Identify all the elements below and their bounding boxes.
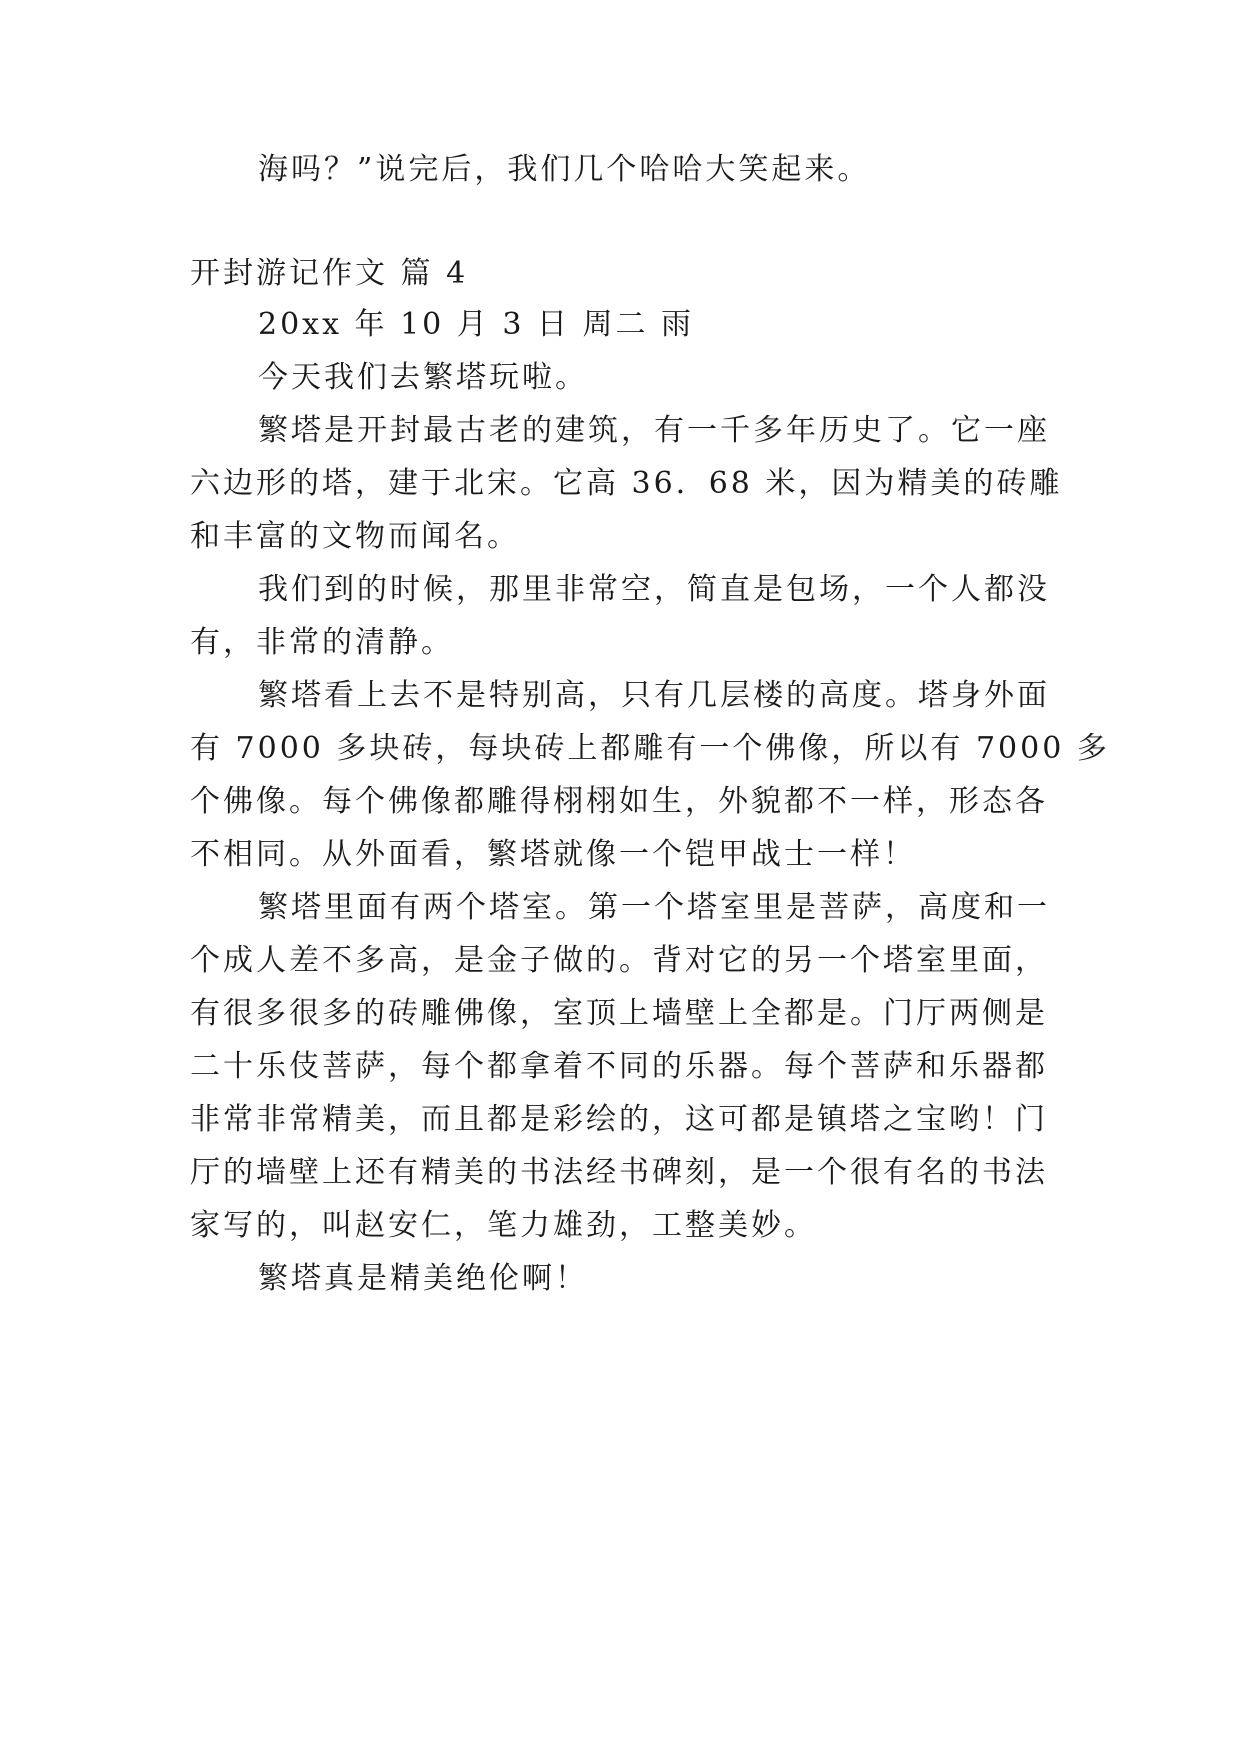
paragraph-line: 不相同。从外面看，繁塔就像一个铠甲战士一样！ <box>190 837 916 872</box>
section-heading: 开封游记作文 篇 4 <box>190 256 469 291</box>
paragraph-line: 厅的墙壁上还有精美的书法经书碑刻，是一个很有名的书法 <box>190 1155 1048 1190</box>
paragraph-line: 二十乐伎菩萨，每个都拿着不同的乐器。每个菩萨和乐器都 <box>190 1049 1048 1084</box>
continuation-line: 海吗？”说完后，我们几个哈哈大笑起来。 <box>258 152 871 187</box>
paragraph-line: 繁塔看上去不是特别高，只有几层楼的高度。塔身外面 <box>258 678 1050 713</box>
paragraph-line: 家写的，叫赵安仁，笔力雄劲，工整美妙。 <box>190 1208 817 1243</box>
paragraph-line: 我们到的时候，那里非常空，简直是包场，一个人都没 <box>258 572 1050 607</box>
paragraph-line: 繁塔是开封最古老的建筑，有一千多年历史了。它一座 <box>258 413 1050 448</box>
paragraph-line: 非常非常精美，而且都是彩绘的，这可都是镇塔之宝哟！门 <box>190 1102 1048 1137</box>
paragraph-line: 个成人差不多高，是金子做的。背对它的另一个塔室里面， <box>190 943 1048 978</box>
paragraph-line: 繁塔真是精美绝伦啊！ <box>258 1261 588 1296</box>
paragraph-line: 和丰富的文物而闻名。 <box>190 519 520 554</box>
date-line: 20xx 年 10 月 3 日 周二 雨 <box>258 307 695 342</box>
paragraph-line: 繁塔里面有两个塔室。第一个塔室里是菩萨，高度和一 <box>258 890 1050 925</box>
paragraph-line: 有很多很多的砖雕佛像，室顶上墙壁上全都是。门厅两侧是 <box>190 996 1048 1031</box>
paragraph-line: 今天我们去繁塔玩啦。 <box>258 360 588 395</box>
paragraph-line: 六边形的塔，建于北宋。它高 36．68 米，因为精美的砖雕 <box>190 466 1063 501</box>
paragraph-line: 有，非常的清静。 <box>190 625 454 660</box>
paragraph-line: 个佛像。每个佛像都雕得栩栩如生，外貌都不一样，形态各 <box>190 784 1048 819</box>
paragraph-line: 有 7000 多块砖，每块砖上都雕有一个佛像，所以有 7000 多 <box>190 731 1110 766</box>
